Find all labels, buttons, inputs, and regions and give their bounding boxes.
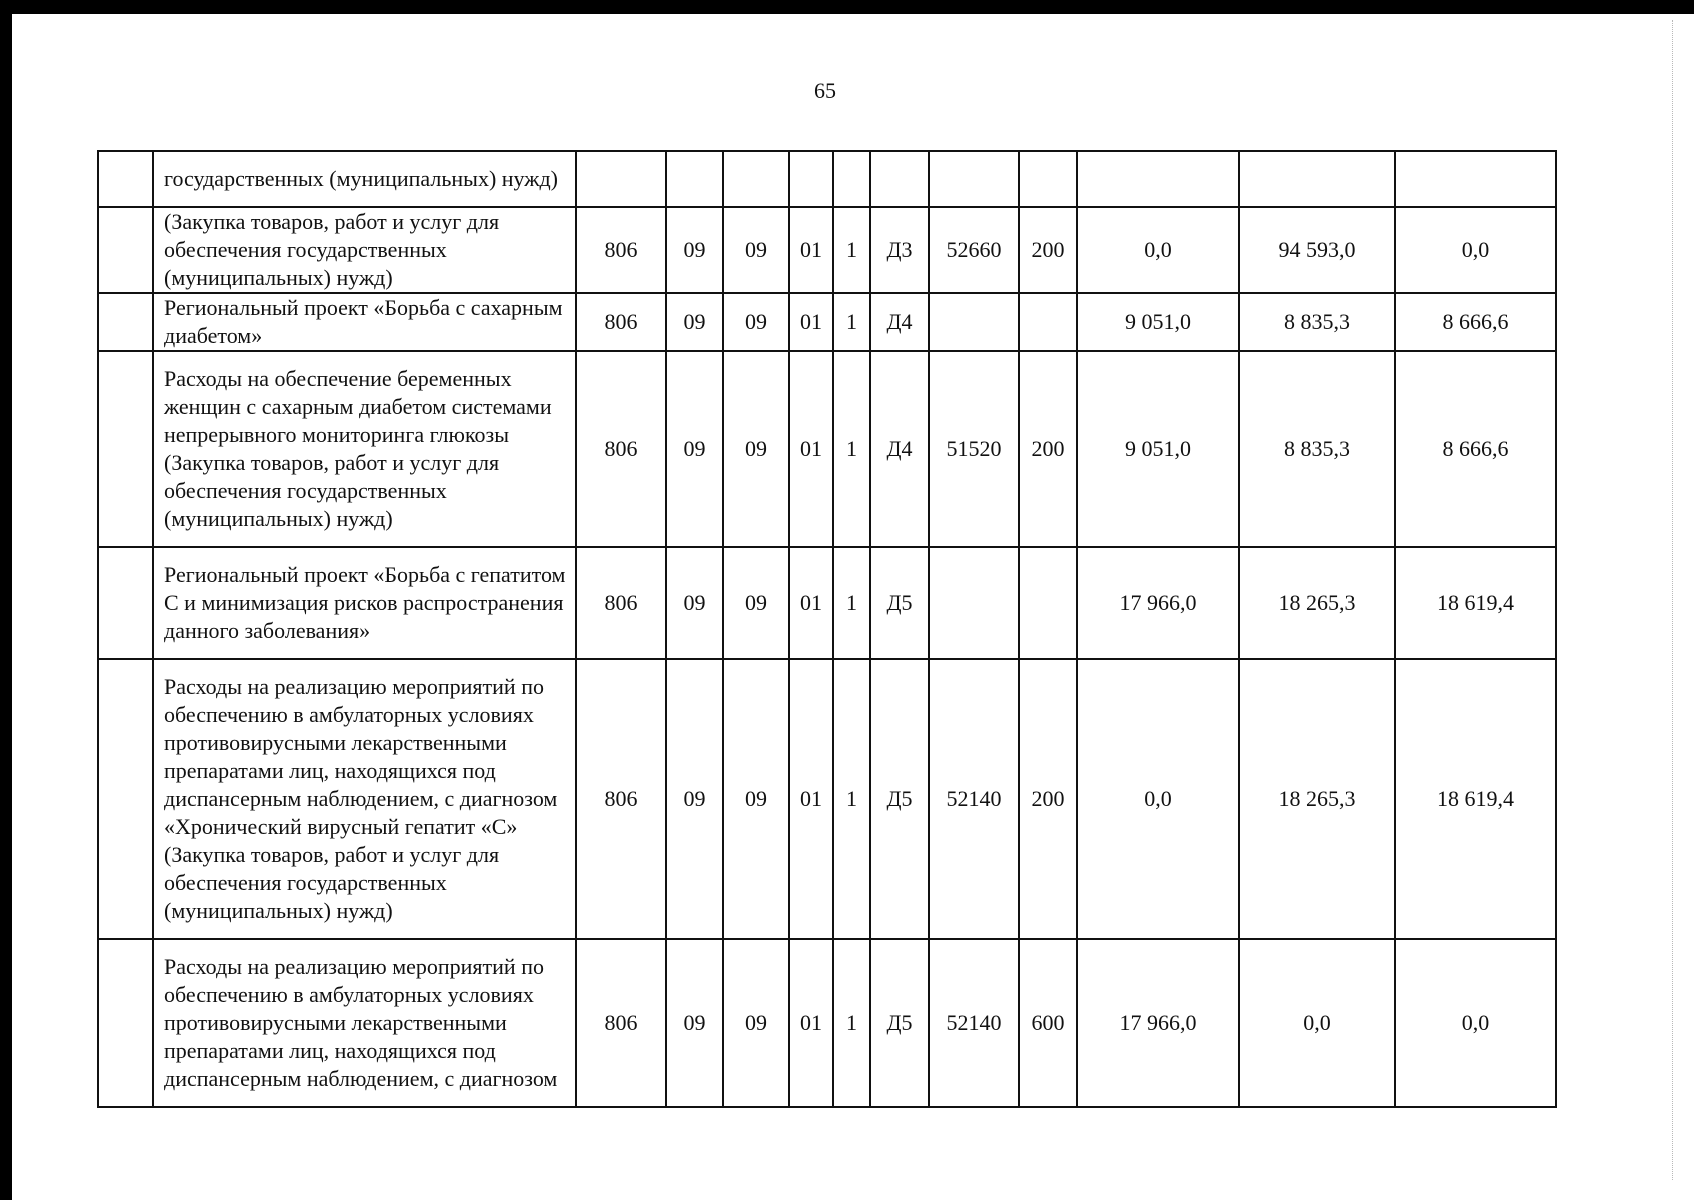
section-cell: 09	[666, 207, 723, 293]
row-index-cell	[98, 351, 153, 547]
row-index-cell	[98, 207, 153, 293]
program-cell: 01	[789, 939, 833, 1107]
direction-cell	[929, 547, 1019, 659]
subsection-cell: 09	[723, 351, 789, 547]
scan-top-border	[0, 0, 1694, 14]
direction-cell: 52140	[929, 659, 1019, 939]
program-cell: 01	[789, 351, 833, 547]
amount-year1-cell: 9 051,0	[1077, 293, 1239, 351]
table-row	[98, 939, 1556, 1107]
description-cell: Расходы на обеспечение беременных женщин с сахарным диабетом системами непрерывного мониторинга глюкозы (Закупка товаров, работ и услуг для обеспечения государственных (муниципальных) нужд)	[153, 351, 576, 547]
description-cell: Расходы на реализацию мероприятий по обеспечению в амбулаторных условиях противовирусными лекарственными препаратами лиц, находящихся под диспансерным наблюдением, с диагнозом «Хронический вирусный гепатит «С» (Закупка товаров, работ и услуг для обеспечения государственных (муниципальных) нужд)	[153, 659, 576, 939]
table-row	[98, 351, 1556, 547]
table-row	[98, 151, 1556, 207]
amount-year3-cell	[1395, 151, 1556, 207]
subprogram-cell: 1	[833, 351, 870, 547]
project-cell: Д3	[870, 207, 929, 293]
scan-right-edge	[1672, 20, 1673, 1180]
table-row	[98, 659, 1556, 939]
amount-year3-cell: 8 666,6	[1395, 293, 1556, 351]
subsection-cell: 09	[723, 293, 789, 351]
program-cell: 01	[789, 207, 833, 293]
description-cell: Региональный проект «Борьба с гепатитом С и минимизация рисков распространения данного заболевания»	[153, 547, 576, 659]
table-row	[98, 293, 1556, 351]
program-cell: 01	[789, 659, 833, 939]
amount-year2-cell: 18 265,3	[1239, 547, 1395, 659]
amount-year1-cell: 17 966,0	[1077, 547, 1239, 659]
row-index-cell	[98, 293, 153, 351]
amount-year3-cell: 0,0	[1395, 939, 1556, 1107]
project-cell: Д4	[870, 293, 929, 351]
subprogram-cell: 1	[833, 547, 870, 659]
amount-year1-cell	[1077, 151, 1239, 207]
table-row	[98, 207, 1556, 293]
ministry-code-cell	[576, 151, 666, 207]
ministry-code-cell: 806	[576, 547, 666, 659]
row-index-cell	[98, 547, 153, 659]
section-cell: 09	[666, 547, 723, 659]
expense-type-cell: 200	[1019, 207, 1077, 293]
amount-year2-cell: 8 835,3	[1239, 351, 1395, 547]
amount-year2-cell: 0,0	[1239, 939, 1395, 1107]
subsection-cell	[723, 151, 789, 207]
direction-cell: 52140	[929, 939, 1019, 1107]
row-index-cell	[98, 151, 153, 207]
program-cell: 01	[789, 547, 833, 659]
page-number: 65	[814, 78, 836, 103]
project-cell: Д5	[870, 939, 929, 1107]
subprogram-cell: 1	[833, 293, 870, 351]
program-cell: 01	[789, 293, 833, 351]
expense-type-cell	[1019, 547, 1077, 659]
expense-type-cell: 200	[1019, 351, 1077, 547]
amount-year2-cell	[1239, 151, 1395, 207]
amount-year2-cell: 18 265,3	[1239, 659, 1395, 939]
subprogram-cell: 1	[833, 207, 870, 293]
amount-year1-cell: 0,0	[1077, 207, 1239, 293]
expense-type-cell: 200	[1019, 659, 1077, 939]
budget-table	[97, 150, 1557, 1108]
direction-cell	[929, 293, 1019, 351]
amount-year3-cell: 18 619,4	[1395, 547, 1556, 659]
section-cell: 09	[666, 939, 723, 1107]
section-cell	[666, 151, 723, 207]
scan-left-border	[0, 0, 12, 1200]
direction-cell	[929, 151, 1019, 207]
subprogram-cell: 1	[833, 659, 870, 939]
amount-year1-cell: 9 051,0	[1077, 351, 1239, 547]
ministry-code-cell: 806	[576, 659, 666, 939]
ministry-code-cell: 806	[576, 939, 666, 1107]
row-index-cell	[98, 939, 153, 1107]
ministry-code-cell: 806	[576, 293, 666, 351]
section-cell: 09	[666, 293, 723, 351]
subsection-cell: 09	[723, 939, 789, 1107]
project-cell	[870, 151, 929, 207]
project-cell: Д5	[870, 547, 929, 659]
section-cell: 09	[666, 351, 723, 547]
description-cell: Региональный проект «Борьба с сахарным диабетом»	[153, 293, 576, 351]
project-cell: Д4	[870, 351, 929, 547]
expense-type-cell	[1019, 293, 1077, 351]
direction-cell: 51520	[929, 351, 1019, 547]
subprogram-cell: 1	[833, 939, 870, 1107]
amount-year1-cell: 0,0	[1077, 659, 1239, 939]
description-cell: (Закупка товаров, работ и услуг для обеспечения государственных (муниципальных) нужд)	[153, 207, 576, 293]
subsection-cell: 09	[723, 547, 789, 659]
table-row	[98, 547, 1556, 659]
description-cell: Расходы на реализацию мероприятий по обеспечению в амбулаторных условиях противовирусными лекарственными препаратами лиц, находящихся под диспансерным наблюдением, с диагнозом	[153, 939, 576, 1107]
row-index-cell	[98, 659, 153, 939]
amount-year3-cell: 18 619,4	[1395, 659, 1556, 939]
project-cell: Д5	[870, 659, 929, 939]
subsection-cell: 09	[723, 659, 789, 939]
expense-type-cell: 600	[1019, 939, 1077, 1107]
amount-year3-cell: 8 666,6	[1395, 351, 1556, 547]
section-cell: 09	[666, 659, 723, 939]
description-cell: государственных (муниципальных) нужд)	[153, 151, 576, 207]
ministry-code-cell: 806	[576, 207, 666, 293]
subprogram-cell	[833, 151, 870, 207]
program-cell	[789, 151, 833, 207]
amount-year2-cell: 94 593,0	[1239, 207, 1395, 293]
ministry-code-cell: 806	[576, 351, 666, 547]
expense-type-cell	[1019, 151, 1077, 207]
direction-cell: 52660	[929, 207, 1019, 293]
subsection-cell: 09	[723, 207, 789, 293]
amount-year1-cell: 17 966,0	[1077, 939, 1239, 1107]
amount-year2-cell: 8 835,3	[1239, 293, 1395, 351]
amount-year3-cell: 0,0	[1395, 207, 1556, 293]
